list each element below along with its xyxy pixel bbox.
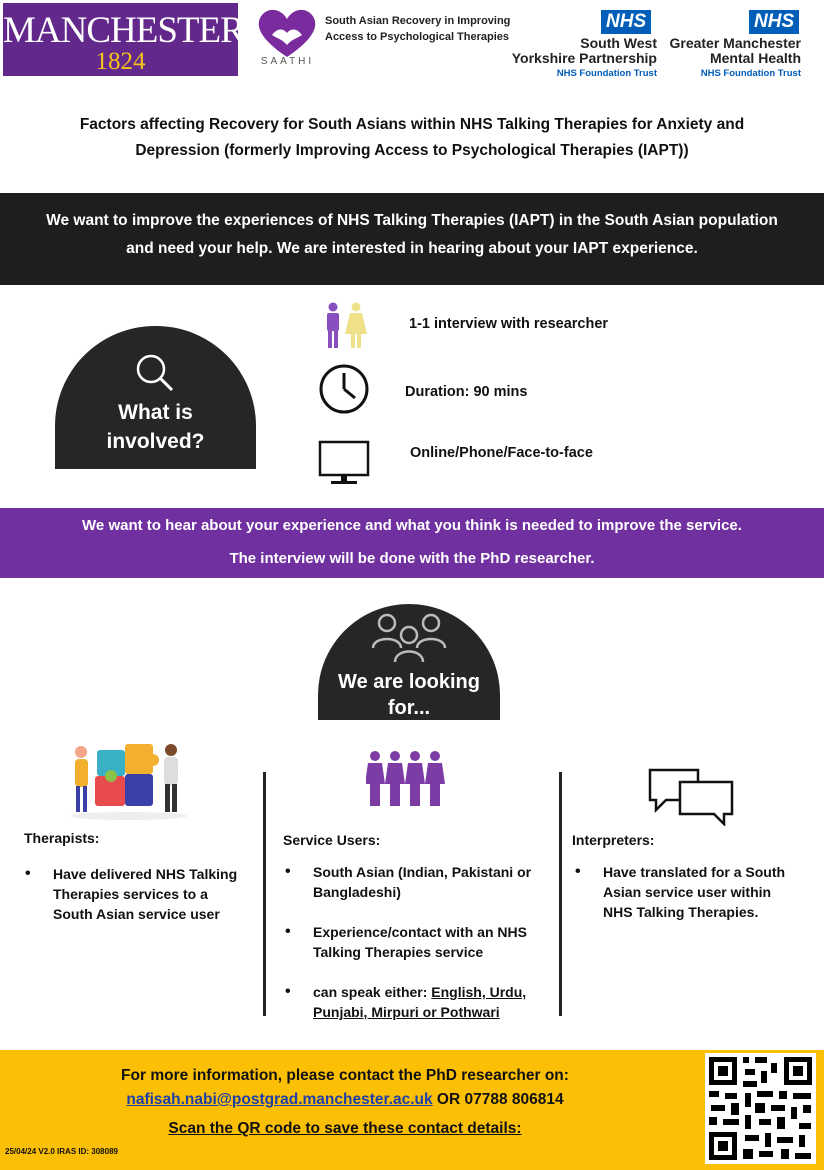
- intro-banner: [0, 193, 824, 285]
- experience-line-2: The interview will be done with the PhD researcher.: [229, 550, 595, 567]
- qr-code-icon: [705, 1053, 816, 1164]
- looking-for-heading: [318, 604, 500, 720]
- intro-line-2: and need your help. We are interested in hearing about your IAPT experience.: [126, 240, 698, 257]
- involved-item-duration: Duration: 90 mins: [405, 384, 528, 400]
- trust-1-sub: NHS Foundation Trust: [556, 68, 657, 79]
- contact-line-1: For more information, please contact the PhD researcher on:: [121, 1067, 569, 1084]
- contact-line-2: [60, 1088, 630, 1112]
- magnifier-icon: [134, 352, 176, 394]
- trust-2-sub: NHS Foundation Trust: [700, 68, 801, 79]
- column-divider-1: [263, 772, 266, 1016]
- involved-heading-line-1: What is: [118, 401, 193, 424]
- involved-heading-line-2: involved?: [106, 430, 205, 453]
- nhs-logo-1: NHS: [601, 10, 651, 34]
- trust-1-name: [500, 36, 657, 81]
- title-line-1: Factors affecting Recovery for South Asians within NHS Talking Therapies for Anxiety and: [79, 116, 745, 133]
- looking-heading-line-1: We are looking: [338, 671, 480, 693]
- puzzle-team-icon: [67, 738, 191, 820]
- experience-line-1: We want to hear about your experience and what you think is needed to improve the service.: [82, 517, 742, 534]
- languages-list: English, Urdu, Punjabi, Mirpuri or Pothwari: [313, 984, 527, 1020]
- saathi-wordmark: SAATHI: [260, 56, 315, 67]
- scan-instruction: Scan the QR code to save these contact details:: [168, 1120, 522, 1137]
- university-logo: [3, 3, 244, 76]
- heart-hands-icon: [250, 5, 325, 60]
- list-item: • Have translated for a South Asian service user within NHS Talking Therapies.: [573, 862, 801, 922]
- monitor-icon: [318, 440, 370, 486]
- list-item: • Experience/contact with an NHS Talking Therapies service: [283, 922, 555, 962]
- list-item: • South Asian (Indian, Pakistani or Bangladeshi): [283, 862, 555, 902]
- document-reference: 25/04/24 V2.0 IRAS ID: 308089: [5, 1147, 118, 1156]
- university-name: MANCHESTER: [3, 10, 244, 51]
- trust-2-line-1: Greater Manchester: [669, 35, 801, 51]
- speech-bubbles-icon: [648, 768, 734, 826]
- therapists-list: [23, 864, 248, 944]
- page-title: [30, 112, 794, 164]
- trust-1-line-2: Yorkshire Partnership: [511, 50, 657, 66]
- service-users-icon: [366, 750, 448, 808]
- column-divider-2: [559, 772, 562, 1016]
- people-icon: [323, 302, 369, 350]
- what-involved-heading: [55, 326, 256, 469]
- clock-icon: [317, 364, 371, 414]
- group-icon: [370, 610, 448, 666]
- trust-2-name: [660, 36, 801, 81]
- therapists-heading: Therapists:: [24, 830, 100, 846]
- interpreters-list: [573, 862, 801, 942]
- looking-heading-line-2: for...: [387, 697, 431, 719]
- experience-banner: [0, 508, 824, 578]
- saathi-line-1: South Asian Recovery in Improving: [325, 15, 511, 27]
- involved-item-format: Online/Phone/Face-to-face: [410, 445, 593, 461]
- interpreters-heading: Interpreters:: [572, 832, 655, 848]
- email-link[interactable]: nafisah.nabi@postgrad.manchester.ac.uk: [126, 1091, 433, 1108]
- contact-text: [60, 1064, 630, 1112]
- list-item: [283, 982, 555, 1022]
- saathi-line-2: Access to Psychological Therapies: [325, 31, 510, 43]
- qr-code[interactable]: [705, 1053, 816, 1164]
- trust-2-line-2: Mental Health: [709, 50, 801, 66]
- languages-prefix: can speak either:: [313, 984, 432, 1000]
- university-year: 1824: [95, 48, 146, 75]
- intro-line-1: We want to improve the experiences of NHS Talking Therapies (IAPT) in the South Asian population: [46, 212, 778, 229]
- nhs-logo-2: NHS: [749, 10, 799, 34]
- service-users-heading: Service Users:: [283, 832, 381, 848]
- phone-number: OR 07788 806814: [432, 1091, 564, 1108]
- list-item: • Have delivered NHS Talking Therapies services to a South Asian service user: [23, 864, 248, 924]
- trust-1-line-1: South West: [580, 35, 657, 51]
- service-users-list: [283, 862, 555, 1042]
- title-line-2: Depression (formerly Improving Access to Psychological Therapies (IAPT)): [135, 142, 689, 159]
- involved-item-interview: 1-1 interview with researcher: [409, 316, 609, 332]
